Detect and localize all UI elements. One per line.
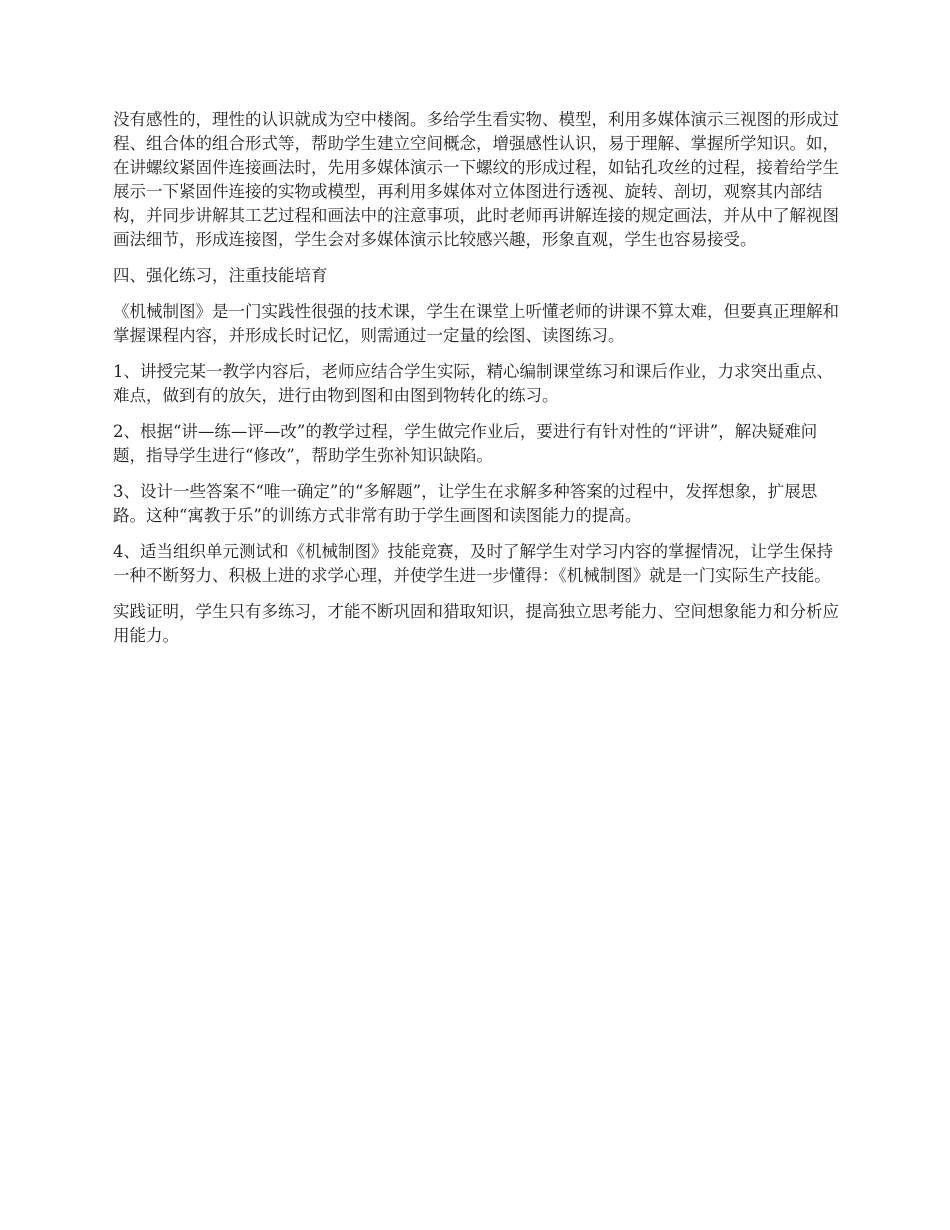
paragraph-conclusion: 实践证明，学生只有多练习，才能不断巩固和猎取知识，提高独立思考能力、空间想象能力和分析应用能力。: [113, 602, 839, 645]
list-item-4: 4、适当组织单元测试和《机械制图》技能竞赛，及时了解学生对学习内容的掌握情况，让学生保持一种不断努力、积极上进的求学心理，并使学生进一步懂得：《机械制图》就是一门实际生产技能。: [113, 542, 833, 585]
paragraph-course-description: 《机械制图》是一门实践性很强的技术课，学生在课堂上听懂老师的讲课不算太难，但要真正理解和掌握课程内容，并形成长时记忆，则需通过一定量的绘图、读图练习。: [113, 302, 839, 345]
document-body: [113, 108, 840, 660]
paragraph-intro: 没有感性的，理性的认识就成为空中楼阁。多给学生看实物、模型，利用多媒体演示三视图的形成过程、组合体的组合形式等，帮助学生建立空间概念，增强感性认识，易于理解、掌握所学知识。如，在讲螺纹紧固件连接画法时，先用多媒体演示一下螺纹的形成过程，如钻孔攻丝的过程，接着给学生展示一下紧固件连接的实物或模型，再利用多媒体对立体图进行透视、旋转、剖切，观察其内部结构，并同步讲解其工艺过程和画法中的注意事项，此时老师再讲解连接的规定画法，并从中了解视图画法细节，形成连接图，学生会对多媒体演示比较感兴趣，形象直观，学生也容易接受。: [113, 110, 839, 249]
section-heading: 四、强化练习，注重技能培育: [113, 266, 328, 285]
list-item-1: 1、讲授完某一教学内容后，老师应结合学生实际，精心编制课堂练习和课后作业，力求突出重点、难点，做到有的放矢，进行由物到图和由图到物转化的练习。: [113, 362, 833, 405]
list-item-2: 2、根据“讲—练—评—改”的教学过程，学生做完作业后，要进行有针对性的“评讲”，解决疑难问题，指导学生进行“修改”，帮助学生弥补知识缺陷。: [113, 422, 818, 465]
list-item-3: 3、设计一些答案不“唯一确定”的“多解题”，让学生在求解多种答案的过程中，发挥想象，扩展思路。这种“寓教于乐”的训练方式非常有助于学生画图和读图能力的提高。: [113, 482, 818, 525]
